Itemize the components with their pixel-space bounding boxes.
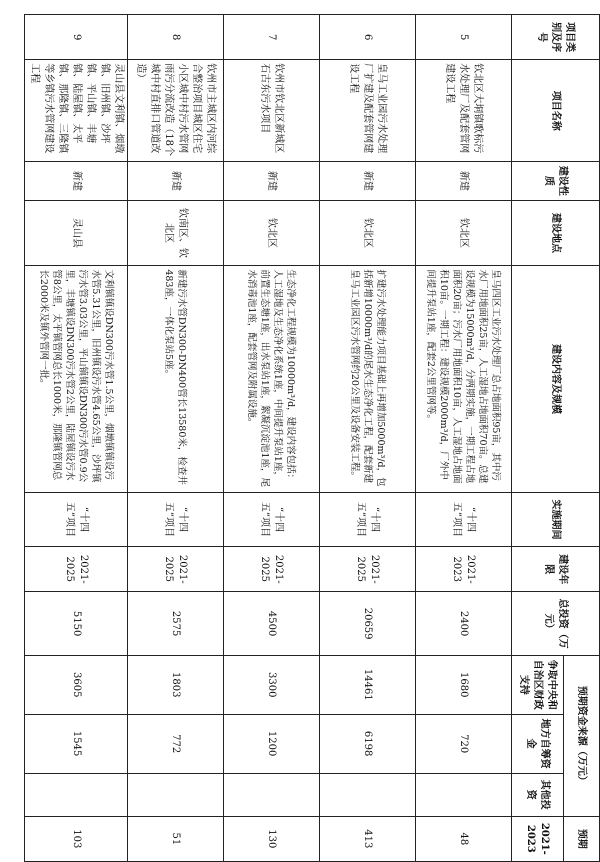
header-nature: 建设性质 [512, 162, 600, 200]
table-row [416, 15, 512, 862]
cell-other [128, 773, 224, 816]
cell-other [25, 773, 128, 816]
header-funding-group: 预期资金来源（万元） [564, 655, 600, 816]
header-content: 建设内容及规模 [512, 266, 600, 492]
cell-name: 钦州市钦北区新城区石古东污水项目 [224, 60, 320, 162]
cell-other [320, 773, 416, 816]
cell-central: 3605 [25, 655, 128, 714]
header-location: 建设地点 [512, 200, 600, 266]
cell-years: 2021-2025 [224, 547, 320, 592]
cell-years: 2021-2025 [25, 547, 128, 592]
project-table [24, 14, 600, 862]
cell-central: 1803 [128, 655, 224, 714]
cell-total: 2400 [416, 592, 512, 655]
cell-period: “十四五”项目 [224, 492, 320, 546]
cell-location: 钦北区 [224, 200, 320, 266]
cell-central: 1680 [416, 655, 512, 714]
header-other: 其他投资 [512, 773, 564, 816]
cell-central: 3300 [224, 655, 320, 714]
header-seq: 项目类别及序号 [512, 15, 600, 60]
header-years: 建设年限 [512, 547, 600, 592]
cell-other [416, 773, 512, 816]
cell-content: 皇马四区工业污水处理厂总占地面积95亩，其中污水厂用地面积25亩，人工湿地占地面积70亩。总建设规模为15000m³/d，分两期实施，一期工程占地面积20亩；污水厂用地面积10亩，人工湿地占地面积10亩。一期工程：建设规模2000m³/d，厂外中间提升泵站1座，配套2公里管网等。 [416, 266, 512, 492]
cell-total: 20659 [320, 592, 416, 655]
cell-nature: 新建 [25, 162, 128, 200]
cell-total: 2575 [128, 592, 224, 655]
header-period: 实施期间 [512, 492, 600, 546]
cell-seq: 5 [416, 15, 512, 60]
cell-years: 2021-2025 [128, 547, 224, 592]
table-row [320, 15, 416, 862]
cell-location: 灵山县 [25, 200, 128, 266]
cell-seq: 8 [128, 15, 224, 60]
cell-location: 钦南区、钦北区 [128, 200, 224, 266]
cell-name: 钦州市主城区内河综合整治项目城区住宅小区城中村污水管网雨污分流改造（18个城中村直排口管道改造） [128, 60, 224, 162]
cell-total: 4500 [224, 592, 320, 655]
cell-seq: 7 [224, 15, 320, 60]
header-central: 争取中央和自治区财政支持 [512, 655, 564, 714]
header-local: 地方自筹资金 [512, 714, 564, 773]
cell-other [224, 773, 320, 816]
cell-content: 扩建污水处理能力项目基础上再增加5000m³/d，包括新增10000m³/d的尾水生态净化工程，配套新建皇马工业园区污水管网约20公里及设备安装工程。 [320, 266, 416, 492]
cell-plan: 130 [224, 816, 320, 861]
cell-content: 文利镇镇设DN300污水管1.5公里，烟墩镇镇设污水管5.31公里，旧州镇设污水管4.65公里，沙坪镇污水管3.03公里，平山镇镇设DN300污水管0.9公里，丰塘镇设DN300污水管2公里，陆屋镇设污水管8公里，太平镇管网总长1000米，那隆镇管网总长2000米及镇外管网一批。 [25, 266, 128, 492]
table-row [224, 15, 320, 862]
cell-seq: 6 [320, 15, 416, 60]
table-row [128, 15, 224, 862]
cell-plan: 413 [320, 816, 416, 861]
cell-plan: 48 [416, 816, 512, 861]
header-plan-group: 预期 [564, 816, 600, 861]
cell-local: 6198 [320, 714, 416, 773]
header-plan-years: 2021-2023 [512, 816, 564, 861]
cell-local: 1545 [25, 714, 128, 773]
cell-years: 2021-2025 [320, 547, 416, 592]
cell-content: 生态净化工程规模为10000m³/d，建设内容包括：人工湿地及生态净化系统1座，中间提升泵站1座，前置生态塘1座，出水泵站1座，絮凝沉淀池1座，尾水消毒池1座，配套管网及附属设施。 [224, 266, 320, 492]
cell-name: 灵山县文利镇、烟墩镇、旧州镇、沙坪镇、平山镇、丰塘镇、陆屋镇、太平镇、那隆镇、三隆镇等乡镇污水管网建设工程 [25, 60, 128, 162]
cell-period: “十四五”项目 [416, 492, 512, 546]
table-row [25, 15, 128, 862]
cell-nature: 新建 [416, 162, 512, 200]
cell-nature: 新建 [320, 162, 416, 200]
cell-name: 皇马工业园污水处理厂扩建及配套管网建设工程 [320, 60, 416, 162]
cell-period: “十四五”项目 [320, 492, 416, 546]
header-name: 项目名称 [512, 60, 600, 162]
cell-years: 2021-2023 [416, 547, 512, 592]
cell-name: 钦北区大垌镇歌标污水处理厂及配套管网建设工程 [416, 60, 512, 162]
header-total: 总投资（万元） [512, 592, 600, 655]
cell-location: 钦北区 [320, 200, 416, 266]
cell-plan: 103 [25, 816, 128, 861]
cell-nature: 新建 [224, 162, 320, 200]
cell-total: 5150 [25, 592, 128, 655]
cell-local: 1200 [224, 714, 320, 773]
cell-plan: 51 [128, 816, 224, 861]
cell-period: “十四五”项目 [25, 492, 128, 546]
cell-local: 720 [416, 714, 512, 773]
cell-seq: 9 [25, 15, 128, 60]
cell-central: 14461 [320, 655, 416, 714]
cell-local: 772 [128, 714, 224, 773]
cell-period: “十四五”项目 [128, 492, 224, 546]
cell-location: 钦北区 [416, 200, 512, 266]
cell-content: 新建污水管DN300-DN400管长13580米，检查井483座，一体化泵站5座。 [128, 266, 224, 492]
cell-nature: 新建 [128, 162, 224, 200]
